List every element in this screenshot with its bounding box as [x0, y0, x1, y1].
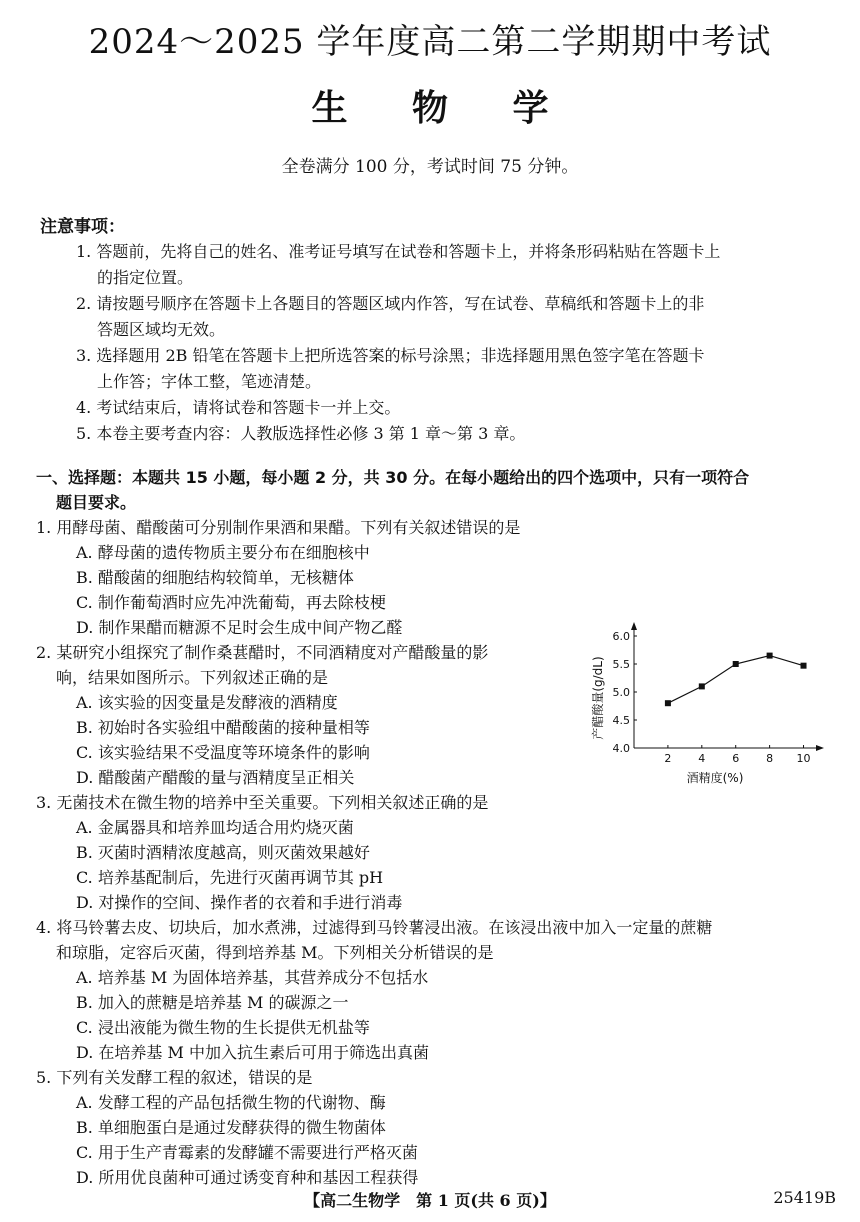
question-4-option-c: C. 浸出液能为微生物的生长提供无机盐等	[76, 1018, 370, 1037]
chart-x-tick-label: 6	[732, 752, 740, 765]
chart-x-tick-label: 10	[796, 752, 811, 765]
question-2-option-c: C. 该实验结果不受温度等环境条件的影响	[76, 743, 370, 762]
question-5-option-c: C. 用于生产青霉素的发酵罐不需要进行严格灭菌	[76, 1143, 418, 1162]
chart-data-point	[665, 700, 671, 706]
question-1-stem: 1. 用酵母菌、醋酸菌可分别制作果酒和果醋。下列有关叙述错误的是	[36, 518, 521, 537]
question-1-option-a: A. 酵母菌的遗传物质主要分布在细胞核中	[76, 543, 370, 562]
question-4-option-b: B. 加入的蔗糖是培养基 M 的碳源之一	[76, 993, 349, 1012]
chart-data-point	[733, 661, 739, 667]
question-3-option-a: A. 金属器具和培养皿均适合用灼烧灭菌	[76, 818, 354, 837]
question-2-option-d: D. 醋酸菌产醋酸的量与酒精度呈正相关	[76, 768, 355, 787]
subject-title: 生 物 学	[311, 88, 575, 129]
chart-y-tick-label: 5.0	[612, 686, 630, 699]
section-heading-cont: 题目要求。	[56, 493, 137, 512]
notice-item: 3. 选择题用 2B 铅笔在答题卡上把所选答案的标号涂黑；非选择题用黑色签字笔在答题卡	[76, 346, 705, 365]
notice-item: 5. 本卷主要考查内容：人教版选择性必修 3 第 1 章～第 3 章。	[76, 424, 526, 443]
chart-y-tick-label: 4.0	[612, 742, 630, 755]
chart-data-point	[699, 683, 705, 689]
question-1-option-c: C. 制作葡萄酒时应先冲洗葡萄，再去除枝梗	[76, 593, 386, 612]
chart-y-arrow	[631, 622, 637, 630]
question-4-option-a: A. 培养基 M 为固体培养基，其营养成分不包括水	[76, 968, 429, 987]
notice-item: 上作答；字体工整，笔迹清楚。	[97, 372, 322, 391]
chart-y-tick-label: 5.5	[612, 658, 630, 671]
chart-y-axis-label: 产醋酸量(g/dL)	[591, 656, 605, 740]
question-3-stem: 3. 无菌技术在微生物的培养中至关重要。下列相关叙述正确的是	[36, 793, 489, 812]
exam-intro: 全卷满分 100 分，考试时间 75 分钟。	[281, 157, 579, 177]
question-5-option-b: B. 单细胞蛋白是通过发酵获得的微生物菌体	[76, 1118, 386, 1137]
exam-title: 2024～2025 学年度高二第二学期期中考试	[88, 22, 772, 62]
question-4-stem: 4. 将马铃薯去皮、切块后，加水煮沸，过滤得到马铃薯浸出液。在该浸出液中加入一定量的蔗糖	[36, 918, 713, 937]
question-1-option-d: D. 制作果醋而糖源不足时会生成中间产物乙醛	[76, 618, 403, 637]
acetic-acid-line-chart	[590, 618, 830, 788]
chart-data-point	[767, 653, 773, 659]
chart-x-tick-label: 2	[664, 752, 672, 765]
question-2-option-b: B. 初始时各实验组中醋酸菌的接种量相等	[76, 718, 370, 737]
question-1-option-b: B. 醋酸菌的细胞结构较简单，无核糖体	[76, 568, 354, 587]
question-3-option-d: D. 对操作的空间、操作者的衣着和手进行消毒	[76, 893, 403, 912]
page-footer: 【高二生物学 第 1 页(共 6 页)】	[304, 1191, 556, 1210]
chart-x-tick-label: 4	[698, 752, 706, 765]
question-2-stem: 2. 某研究小组探究了制作桑葚醋时，不同酒精度对产醋酸量的影	[36, 643, 489, 662]
chart-x-tick-label: 8	[766, 752, 774, 765]
chart-y-tick-label: 6.0	[612, 630, 630, 643]
question-5-option-a: A. 发酵工程的产品包括微生物的代谢物、酶	[76, 1093, 386, 1112]
exam-code: 25419B	[773, 1188, 836, 1207]
notice-item: 4. 考试结束后，请将试卷和答题卡一并上交。	[76, 398, 401, 417]
chart-y-tick-label: 4.5	[612, 714, 630, 727]
question-3-option-c: C. 培养基配制后，先进行灭菌再调节其 pH	[76, 868, 384, 887]
notice-item: 2. 请按题号顺序在答题卡上各题目的答题区域内作答，写在试卷、草稿纸和答题卡上的非	[76, 294, 705, 313]
question-3-option-b: B. 灭菌时酒精浓度越高，则灭菌效果越好	[76, 843, 370, 862]
question-4-option-d: D. 在培养基 M 中加入抗生素后可用于筛选出真菌	[76, 1043, 429, 1062]
notice-heading: 注意事项：	[40, 217, 125, 237]
chart-x-arrow	[816, 745, 824, 751]
notice-item: 的指定位置。	[97, 268, 194, 287]
notice-item: 1. 答题前，先将自己的姓名、准考证号填写在试卷和答题卡上，并将条形码粘贴在答题卡上	[76, 242, 721, 261]
question-5-stem: 5. 下列有关发酵工程的叙述，错误的是	[36, 1068, 313, 1087]
section-heading: 一、选择题：本题共 15 小题，每小题 2 分，共 30 分。在每小题给出的四个选项中，只有一项符合	[36, 468, 750, 487]
question-4-stem-cont: 和琼脂，定容后灭菌，得到培养基 M。下列相关分析错误的是	[56, 943, 494, 962]
chart-x-axis-label: 酒精度(%)	[686, 771, 744, 785]
question-2-stem-cont: 响，结果如图所示。下列叙述正确的是	[56, 668, 329, 687]
notice-item: 答题区域均无效。	[97, 320, 226, 339]
question-2-option-a: A. 该实验的因变量是发酵液的酒精度	[76, 693, 338, 712]
chart-data-point	[801, 663, 807, 669]
question-5-option-d: D. 所用优良菌种可通过诱变育种和基因工程获得	[76, 1168, 419, 1187]
